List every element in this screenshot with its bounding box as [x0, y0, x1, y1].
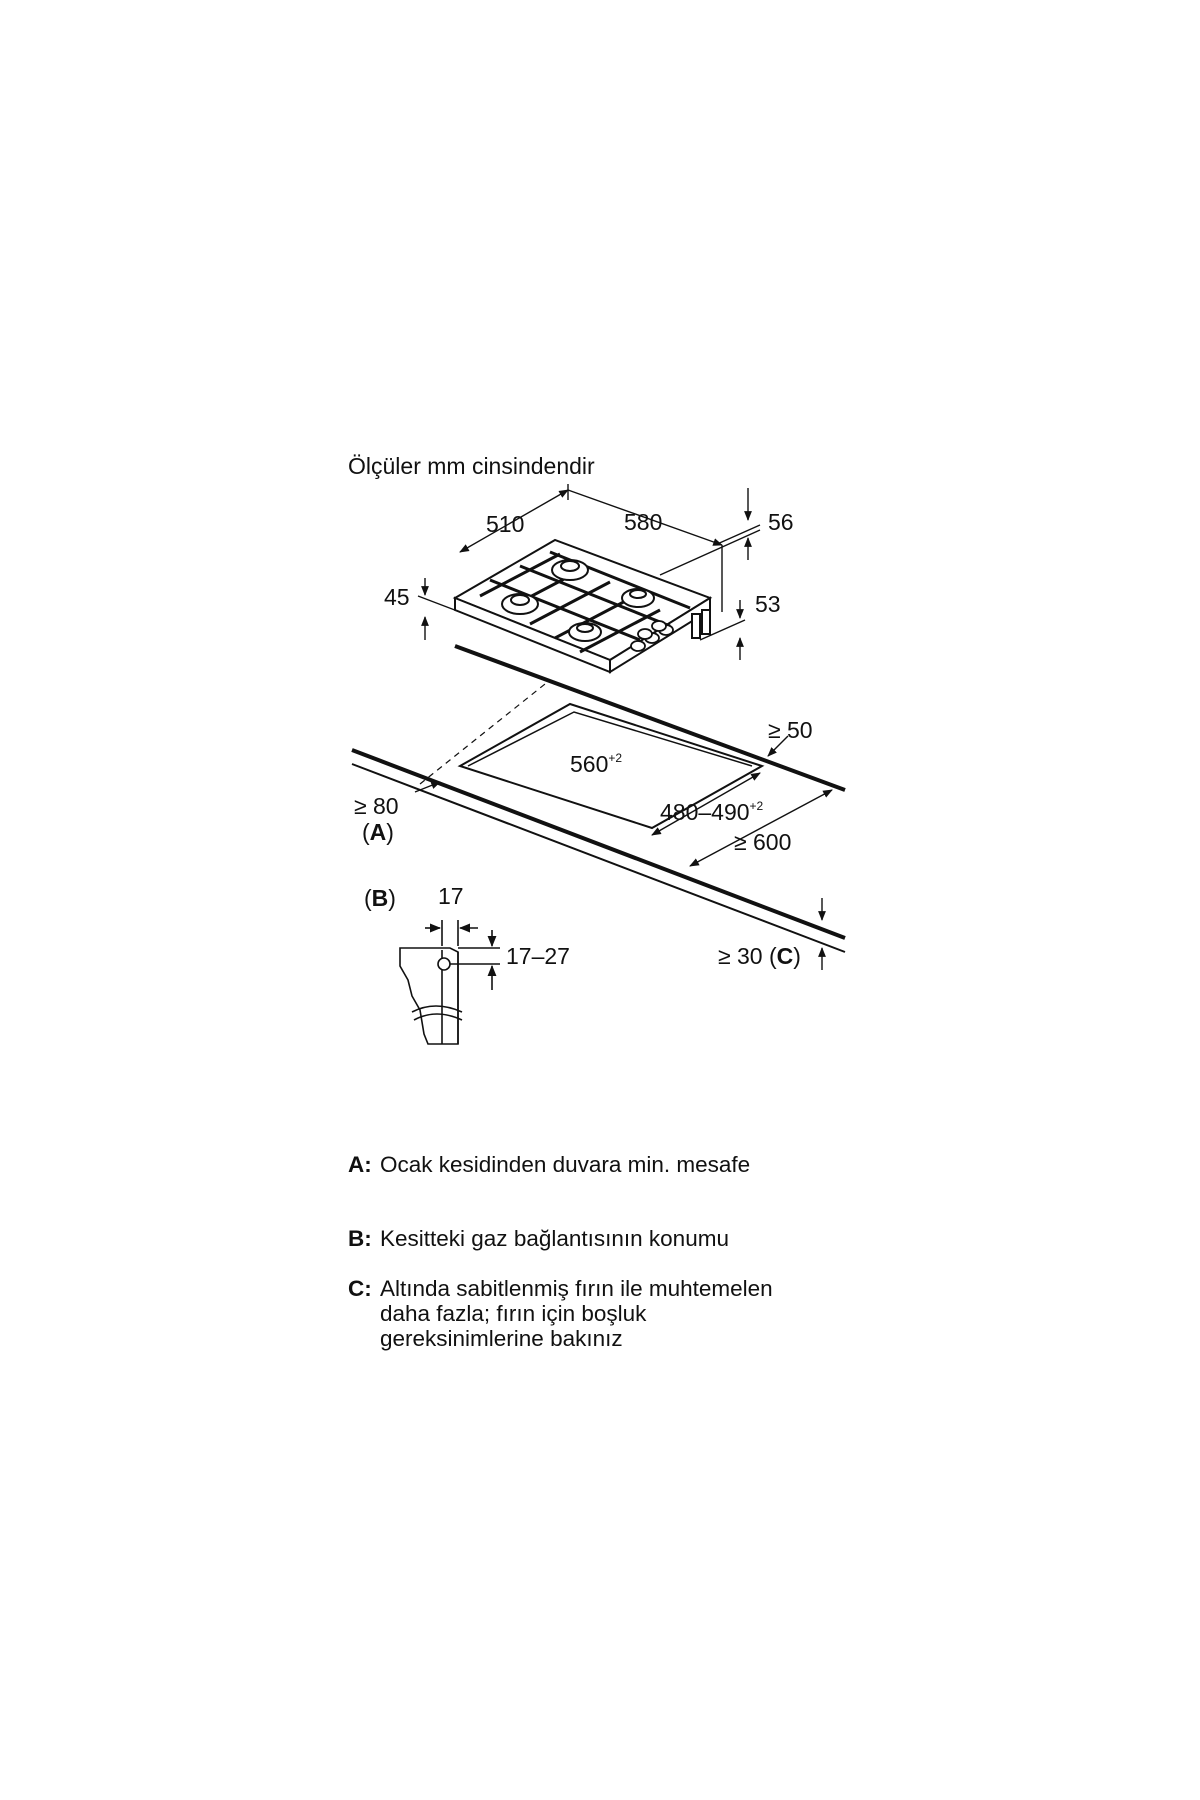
dim-front-min: ≥ 80 [354, 793, 399, 819]
legend-key: B: [348, 1226, 372, 1251]
marker-a-label: (A) [362, 819, 394, 845]
dim-rear-min: ≥ 50 [768, 717, 813, 743]
dim-hob-width: 580 [624, 509, 663, 535]
dim-hob-depth: 510 [486, 511, 525, 537]
dim-side-height: 45 [384, 584, 410, 610]
legend-key: C: [348, 1276, 372, 1301]
gas-connector [692, 614, 700, 638]
dim-depth-min: ≥ 600 [734, 829, 792, 855]
gas-inlet-icon [438, 958, 450, 970]
legend-item-c [348, 1276, 868, 1351]
hob-drawing [455, 540, 710, 672]
worktop-drawing [352, 646, 845, 952]
legend-item-b [348, 1226, 868, 1251]
dim-cutout-depth: $480-490^{+2}$ [660, 799, 764, 825]
dim-rear-height: 56 [768, 509, 794, 535]
legend-text: Altında sabitlenmiş fırın ile muhtemelen daha fazla; fırın için boşluk gereksinimlerine bakınız [380, 1276, 773, 1351]
dim-cutout-width: $560^{+2}$ [570, 751, 623, 777]
dim-gas-offset: 17 [438, 883, 464, 909]
diagram-title: Ölçüler mm cinsindendir [348, 453, 595, 479]
marker-b-label: (B) [364, 885, 396, 911]
legend-item-a [348, 1152, 868, 1177]
legend-key: A: [348, 1152, 372, 1177]
legend-text: Ocak kesidinden duvara min. mesafe [380, 1152, 751, 1177]
dim-front-height: 53 [755, 591, 781, 617]
gas-connection-detail [400, 920, 500, 1044]
dim-gas-height: 17–27 [506, 943, 570, 969]
dim-below-min: ≥ 30 (C) [718, 943, 801, 969]
legend-text: Kesitteki gaz bağlantısının konumu [380, 1226, 729, 1251]
